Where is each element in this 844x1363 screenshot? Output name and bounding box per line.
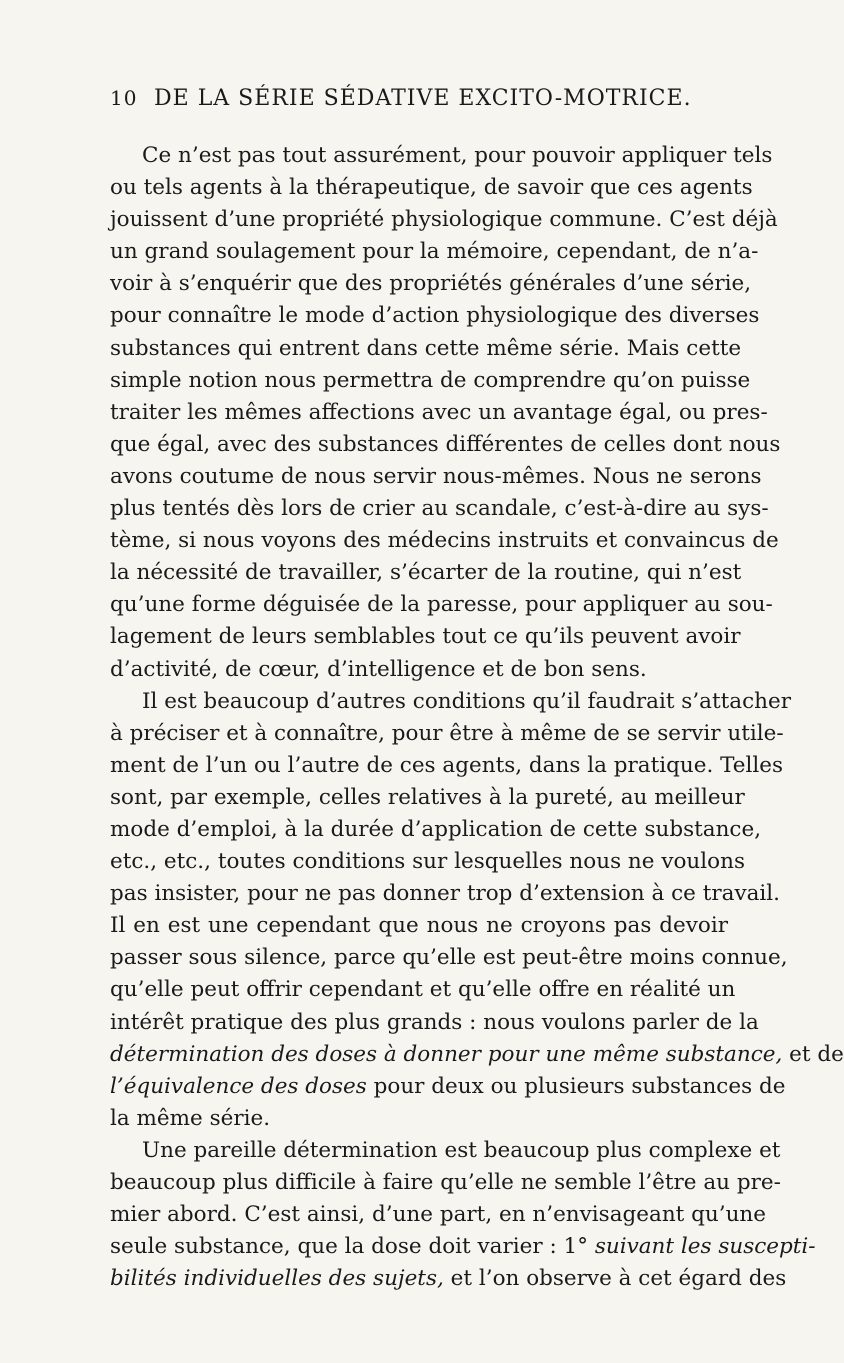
text-line: ment de l’un ou l’autre de ces agents, dans la pratique. Telles (110, 752, 784, 778)
text-span: et de (782, 1041, 844, 1067)
text-line: d’activité, de cœur, d’intelligence et de bon sens. (110, 656, 647, 682)
italic-phrase: l’équivalence des doses (110, 1073, 367, 1099)
text-line: un grand soulagement pour la mémoire, cependant, de n’a- (110, 239, 759, 265)
italic-phrase: suivant les suscepti- (594, 1234, 816, 1260)
text-line: Une pareille détermination est beaucoup plus complexe et (142, 1137, 781, 1163)
text-line: jouissent d’une propriété physiologique commune. C’est déjà (110, 207, 778, 233)
text-line: la même série. (110, 1105, 271, 1131)
text-line: simple notion nous permettra de comprendre qu’on puisse (110, 367, 751, 393)
text-line: traiter les mêmes affections avec un avantage égal, ou pres- (110, 399, 768, 425)
text-line: Il est beaucoup d’autres conditions qu’il faudrait s’attacher (142, 688, 791, 714)
italic-phrase: bilités individuelles des sujets, (110, 1266, 444, 1292)
text-span: et l’on observe à cet égard des (443, 1266, 787, 1292)
text-line: Il en est une cependant que nous ne croyons pas devoir (110, 913, 728, 939)
text-line: plus tentés dès lors de crier au scandale, c’est-à-dire au sys- (110, 496, 769, 522)
text-line: qu’une forme déguisée de la paresse, pour appliquer au sou- (110, 592, 773, 618)
text-line: voir à s’enquérir que des propriétés générales d’une série, (110, 271, 752, 297)
page-number: 10 (110, 86, 138, 110)
text-line: Ce n’est pas tout assurément, pour pouvoir appliquer tels (142, 143, 773, 168)
text-line: beaucoup plus difficile à faire qu’elle ne semble l’être au pre- (110, 1170, 781, 1195)
text-line (110, 1231, 816, 1263)
text-line (110, 1263, 787, 1295)
text-line: avons coutume de nous servir nous-mêmes. Nous ne serons (110, 463, 762, 489)
running-header (110, 86, 730, 116)
text-line: la nécessité de travailler, s’écarter de la routine, qui n’est (110, 560, 742, 586)
text-line (110, 1071, 786, 1103)
text-line: que égal, avec des substances différentes de celles dont nous (110, 431, 781, 457)
text-line: mode d’emploi, à la durée d’application de cette substance, (110, 816, 762, 842)
text-span: seule substance, que la dose doit varier : 1° (110, 1234, 595, 1260)
text-line: pour connaître le mode d’action physiologique des diverses (110, 303, 760, 329)
text-line: mier abord. C’est ainsi, d’une part, en n’envisageant qu’une (110, 1202, 767, 1228)
text-line (110, 1039, 844, 1071)
text-line: tème, si nous voyons des médecins instruits et convaincus de (110, 528, 779, 554)
text-line: etc., etc., toutes conditions sur lesquelles nous ne voulons (110, 849, 745, 875)
text-line: ou tels agents à la thérapeutique, de savoir que ces agents (110, 175, 753, 201)
text-span: pour deux ou plusieurs substances de (366, 1073, 786, 1099)
text-line: intérêt pratique des plus grands : nous voulons parler de la (110, 1009, 759, 1035)
running-title: DE LA SÉRIE SÉDATIVE EXCITO-MOTRICE. (154, 86, 692, 111)
text-line: pas insister, pour ne pas donner trop d’extension à ce travail. (110, 881, 781, 907)
text-line: passer sous silence, parce qu’elle est peut-être moins connue, (110, 945, 788, 971)
text-line: sont, par exemple, celles relatives à la pureté, au meilleur (110, 784, 745, 810)
text-line: à préciser et à connaître, pour être à même de se servir utile- (110, 720, 784, 746)
text-line: qu’elle peut offrir cependant et qu’elle offre en réalité un (110, 977, 736, 1003)
text-line: substances qui entrent dans cette même série. Mais cette (110, 335, 742, 361)
text-line: lagement de leurs semblables tout ce qu’ils peuvent avoir (110, 624, 741, 650)
italic-phrase: détermination des doses à donner pour une même substance, (110, 1041, 783, 1067)
body-text (110, 140, 844, 1295)
